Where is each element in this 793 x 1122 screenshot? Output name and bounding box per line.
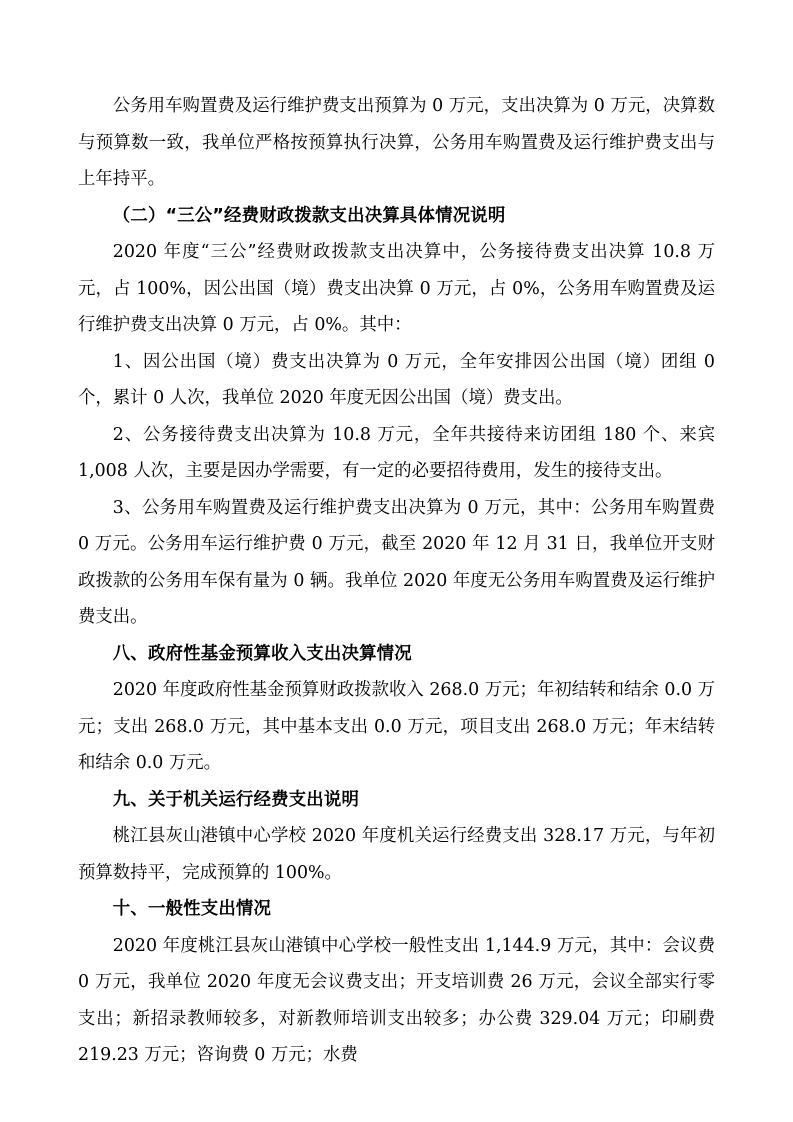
paragraph-three-public-detail: 2020 年度“三公”经费财政拨款支出决算中，公务接待费支出决算 10.8 万元，占 100%，因公出国（境）费支出决算 0 万元，占 0%，公务用车购置费及运行维护费支出决算 0 万元，占 0%。其中： (78, 242, 715, 335)
paragraph-vehicle-purchase-maintenance: 公务用车购置费及运行维护费支出预算为 0 万元，支出决算为 0 万元，决算数与预算数一致，我单位严格按预算执行决算，公务用车购置费及运行维护费支出与上年持平。 (78, 96, 715, 189)
heading-government-fund-budget: 八、政府性基金预算收入支出决算情况 (112, 643, 412, 664)
paragraph-item-official-vehicle: 3、公务用车购置费及运行维护费支出决算为 0 万元，其中：公务用车购置费 0 万元。公务用车运行维护费 0 万元，截至 2020 年 12 月 31 日，我单位开支财政拨款的公务用车保有量为 0 辆。我单位 2020 年度无公务用车购置费及运行维护费支出。 (78, 497, 715, 627)
paragraph-operating-expense: 桃江县灰山港镇中心学校 2020 年度机关运行经费支出 328.17 万元，与年初预算数持平，完成预算的 100%。 (78, 826, 715, 883)
paragraph-government-fund-budget: 2020 年度政府性基金预算财政拨款收入 268.0 万元；年初结转和结余 0.0 万元；支出 268.0 万元，其中基本支出 0.0 万元，项目支出 268.0 万元；年末结转和结余 0.0 万元。 (78, 680, 715, 773)
heading-operating-expense: 九、关于机关运行经费支出说明 (112, 789, 360, 810)
heading-general-expense: 十、一般性支出情况 (112, 899, 272, 919)
paragraph-item-abroad-travel: 1、因公出国（境）费支出决算为 0 万元，全年安排因公出国（境）团组 0 个，累计 0 人次，我单位 2020 年度无因公出国（境）费支出。 (78, 351, 715, 408)
paragraph-item-official-reception: 2、公务接待费支出决算为 10.8 万元，全年共接待来访团组 180 个、来宾 1,008 人次，主要是因办学需要，有一定的必要招待费用，发生的接待支出。 (78, 424, 715, 481)
document-body (78, 88, 715, 1074)
heading-three-public-detail: （二）“三公”经费财政拨款支出决算具体情况说明 (112, 205, 506, 226)
paragraph-general-expense: 2020 年度桃江县灰山港镇中心学校一般性支出 1,144.9 万元，其中：会议费 0 万元，我单位 2020 年度无会议费支出；开支培训费 26 万元，会议全部实行零支出；新招录教师较多，对新教师培训支出较多；办公费 329.04 万元；印刷费 219.23 万元；咨询费 0 万元；水费 (78, 935, 715, 1065)
